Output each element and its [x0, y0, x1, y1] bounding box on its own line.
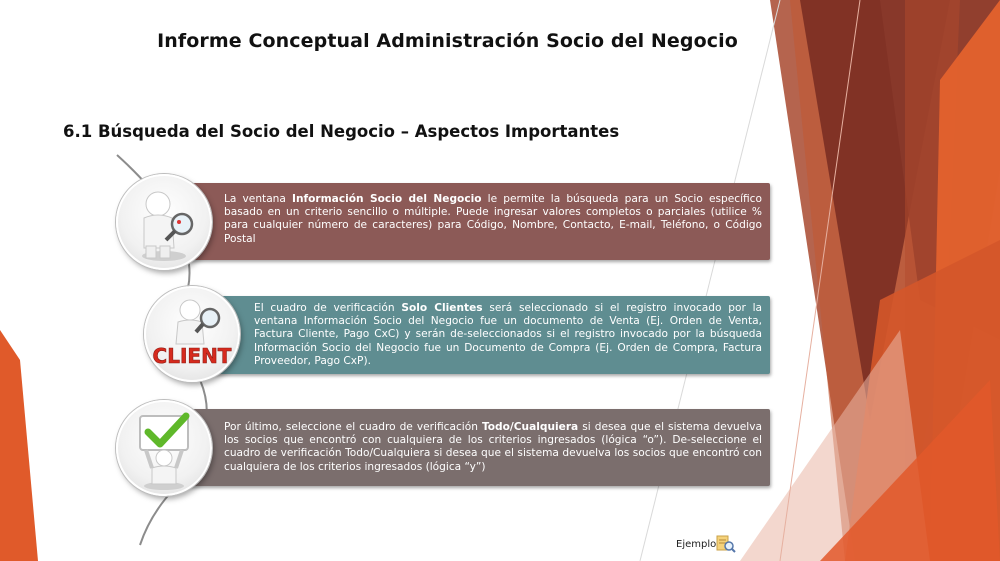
document-magnifier-icon[interactable]: [716, 535, 736, 553]
panel-text: El cuadro de verificación Solo Clientes será seleccionado si el registro invocado por la ventana Información Socio del Negocio fue un documento de Venta (Ej. Orden de Venta, Factura Cliente, Pago CxC) y serán de-seleccionados si el registro invocado por la búsqueda Información Socio del Negocio fue un Documento de Compra (Ej. Orden de Compra, Factura Proveedor, Pago CxP).: [254, 302, 763, 367]
ejemplo-link[interactable]: Ejemplo: [676, 539, 717, 550]
section-subtitle: 6.1 Búsqueda del Socio del Negocio – Aspectos Importantes: [63, 122, 620, 141]
panel-bold-term: Información Socio del Negocio: [292, 193, 482, 205]
panel-text: La ventana Información Socio del Negocio le permite la búsqueda para un Socio específico basado en un criterio sencillo o múltiple. Puede ingresar valores completos o parciales (utilice % para cualquier número de caracteres) para Código, Nombre, Contacto, E-mail, Teléfono, o Código Postal: [224, 193, 762, 245]
panel-bold-term: Todo/Cualquiera: [481, 421, 579, 433]
info-panel-busqueda: [176, 183, 770, 260]
slide-title: Informe Conceptual Administración Socio del Negocio: [157, 30, 738, 52]
client-icon-text: CLIENT: [152, 344, 232, 368]
info-panel-todo-cualquiera: [176, 409, 770, 486]
magnifier-person-icon: [116, 174, 212, 270]
client-person-icon: [144, 286, 240, 382]
panel-text: Por último, seleccione el cuadro de verificación Todo/Cualquiera si desea que el sistema devuelva los socios que encontró con cualquiera de los criterios ingresados (lógica “o”). De-seleccione el cuadro de verificación Todo/Cualquiera si desea que el sistema devuelva los socios que encontró con cualquiera de los criterios ingresados (lógica “y”): [224, 421, 762, 473]
info-panel-solo-clientes: [176, 296, 770, 374]
checkmark-person-icon: [116, 400, 212, 496]
panel-bold-term: Solo Clientes: [401, 302, 483, 314]
